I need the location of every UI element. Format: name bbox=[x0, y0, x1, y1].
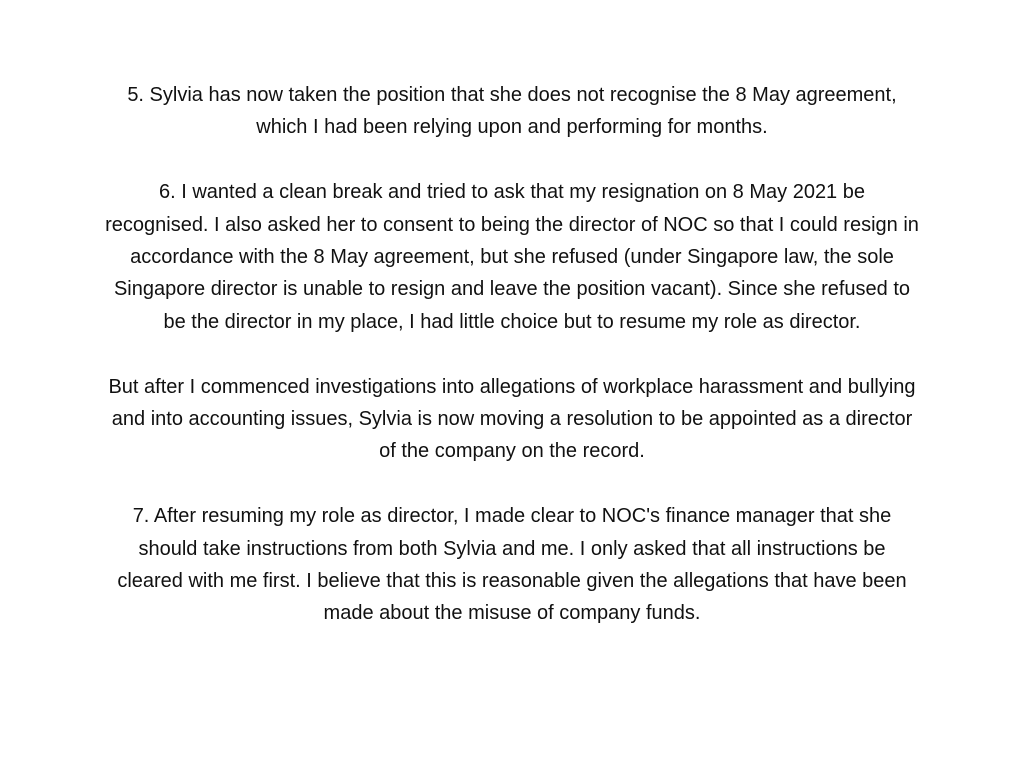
paragraph-6 bbox=[24, 176, 1000, 338]
document-body bbox=[24, 79, 1000, 630]
text-line: of the company on the record. bbox=[379, 440, 645, 463]
text-line: 5. Sylvia has now taken the position that she does not recognise the 8 May agreement, bbox=[127, 84, 897, 106]
text-line: made about the misuse of company funds. bbox=[323, 602, 701, 625]
paragraph-5 bbox=[24, 79, 1000, 144]
text-line: should take instructions from both Sylvia and me. I only asked that all instructions be bbox=[138, 537, 886, 560]
text-line: cleared with me first. I believe that this is reasonable given the allegations that have been bbox=[117, 570, 907, 593]
text-line: and into accounting issues, Sylvia is now moving a resolution to be appointed as a director bbox=[111, 408, 913, 431]
text-line: which I had been relying upon and performing for months. bbox=[256, 116, 768, 139]
paragraph-spacer bbox=[24, 468, 1000, 500]
text-line: Singapore director is unable to resign and leave the position vacant). Since she refused to bbox=[113, 278, 911, 301]
text-line: 7. After resuming my role as director, I made clear to NOC's finance manager that she bbox=[132, 505, 892, 528]
paragraph-spacer bbox=[24, 338, 1000, 370]
text-line: recognised. I also asked her to consent to being the director of NOC so that I could resign in bbox=[105, 213, 919, 236]
text-line: 6. I wanted a clean break and tried to ask that my resignation on 8 May 2021 be bbox=[159, 181, 865, 204]
text-line: accordance with the 8 May agreement, but she refused (under Singapore law, the sole bbox=[130, 246, 894, 269]
paragraph-6-continued bbox=[24, 371, 1000, 468]
paragraph-spacer bbox=[24, 144, 1000, 176]
text-line: But after I commenced investigations into allegations of workplace harassment and bullying bbox=[108, 375, 916, 398]
paragraph-7 bbox=[24, 500, 1000, 630]
text-line: be the director in my place, I had little choice but to resume my role as director. bbox=[163, 310, 861, 333]
